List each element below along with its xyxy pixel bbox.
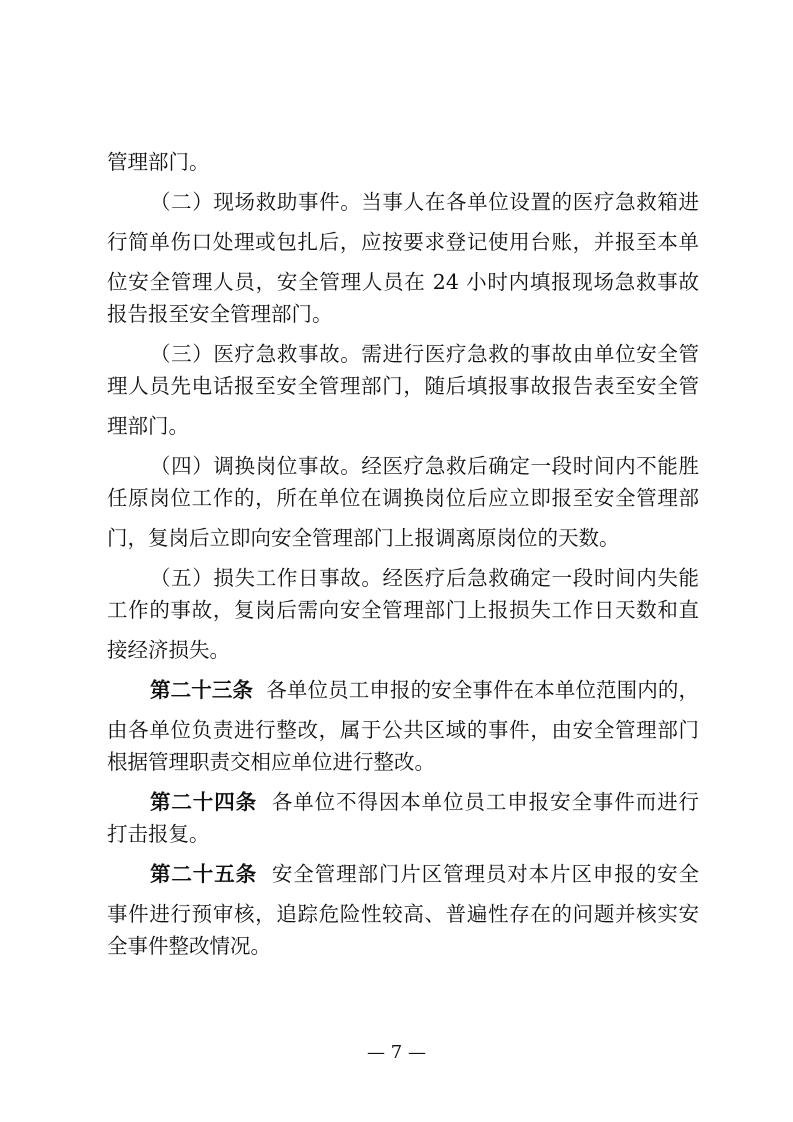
paragraph-line: 根据管理职责交相应单位进行整改。 bbox=[107, 750, 435, 774]
paragraph-line: 全事件整改情况。 bbox=[107, 934, 271, 958]
article-24-line bbox=[150, 788, 699, 816]
paragraph-line: 接经济损失。 bbox=[107, 638, 230, 662]
article-heading: 第二十三条 bbox=[150, 678, 254, 702]
paragraph-line: 任原岗位工作的，所在单位在调换岗位后应立即报至安全管理部 bbox=[107, 486, 699, 510]
article-23-line bbox=[150, 676, 699, 704]
paragraph-line: （二）现场救助事件。当事人在各单位设置的医疗急救箱进 bbox=[150, 190, 699, 214]
article-text: 各单位员工申报的安全事件在本单位范围内的， bbox=[266, 678, 699, 702]
article-text: 安全管理部门片区管理员对本片区申报的安全 bbox=[271, 862, 699, 886]
article-text: 各单位不得因本单位员工申报安全事件而进行 bbox=[271, 790, 699, 814]
article-heading: 第二十四条 bbox=[150, 790, 258, 814]
paragraph-line: 理部门。 bbox=[107, 414, 189, 438]
paragraph-line: 理人员先电话报至安全管理部门，随后填报事故报告表至安全管 bbox=[107, 374, 699, 398]
article-25-line bbox=[150, 860, 699, 888]
paragraph-line: 位安全管理人员，安全管理人员在 24 小时内填报现场急救事故 bbox=[107, 270, 699, 294]
paragraph-line: 由各单位负责进行整改，属于公共区域的事件，由安全管理部门 bbox=[107, 718, 699, 742]
paragraph-line: （四）调换岗位事故。经医疗急救后确定一段时间内不能胜 bbox=[150, 454, 699, 478]
paragraph-line: 事件进行预审核，追踪危险性较高、普遍性存在的问题并核实安 bbox=[107, 902, 699, 926]
paragraph-line: 行简单伤口处理或包扎后，应按要求登记使用台账，并报至本单 bbox=[107, 230, 699, 254]
paragraph-line: （五）损失工作日事故。经医疗后急救确定一段时间内失能 bbox=[150, 566, 699, 590]
article-heading: 第二十五条 bbox=[150, 862, 258, 886]
paragraph-line: 打击报复。 bbox=[107, 822, 210, 846]
paragraph-line: 管理部门。 bbox=[107, 150, 210, 174]
paragraph-line: 报告报至安全管理部门。 bbox=[107, 302, 333, 326]
paragraph-line: （三）医疗急救事故。需进行医疗急救的事故由单位安全管 bbox=[150, 342, 699, 366]
paragraph-line: 工作的事故，复岗后需向安全管理部门上报损失工作日天数和直 bbox=[107, 598, 699, 622]
paragraph-line: 门，复岗后立即向安全管理部门上报调离原岗位的天数。 bbox=[107, 526, 620, 550]
page-number: — 7 — bbox=[367, 1042, 426, 1063]
